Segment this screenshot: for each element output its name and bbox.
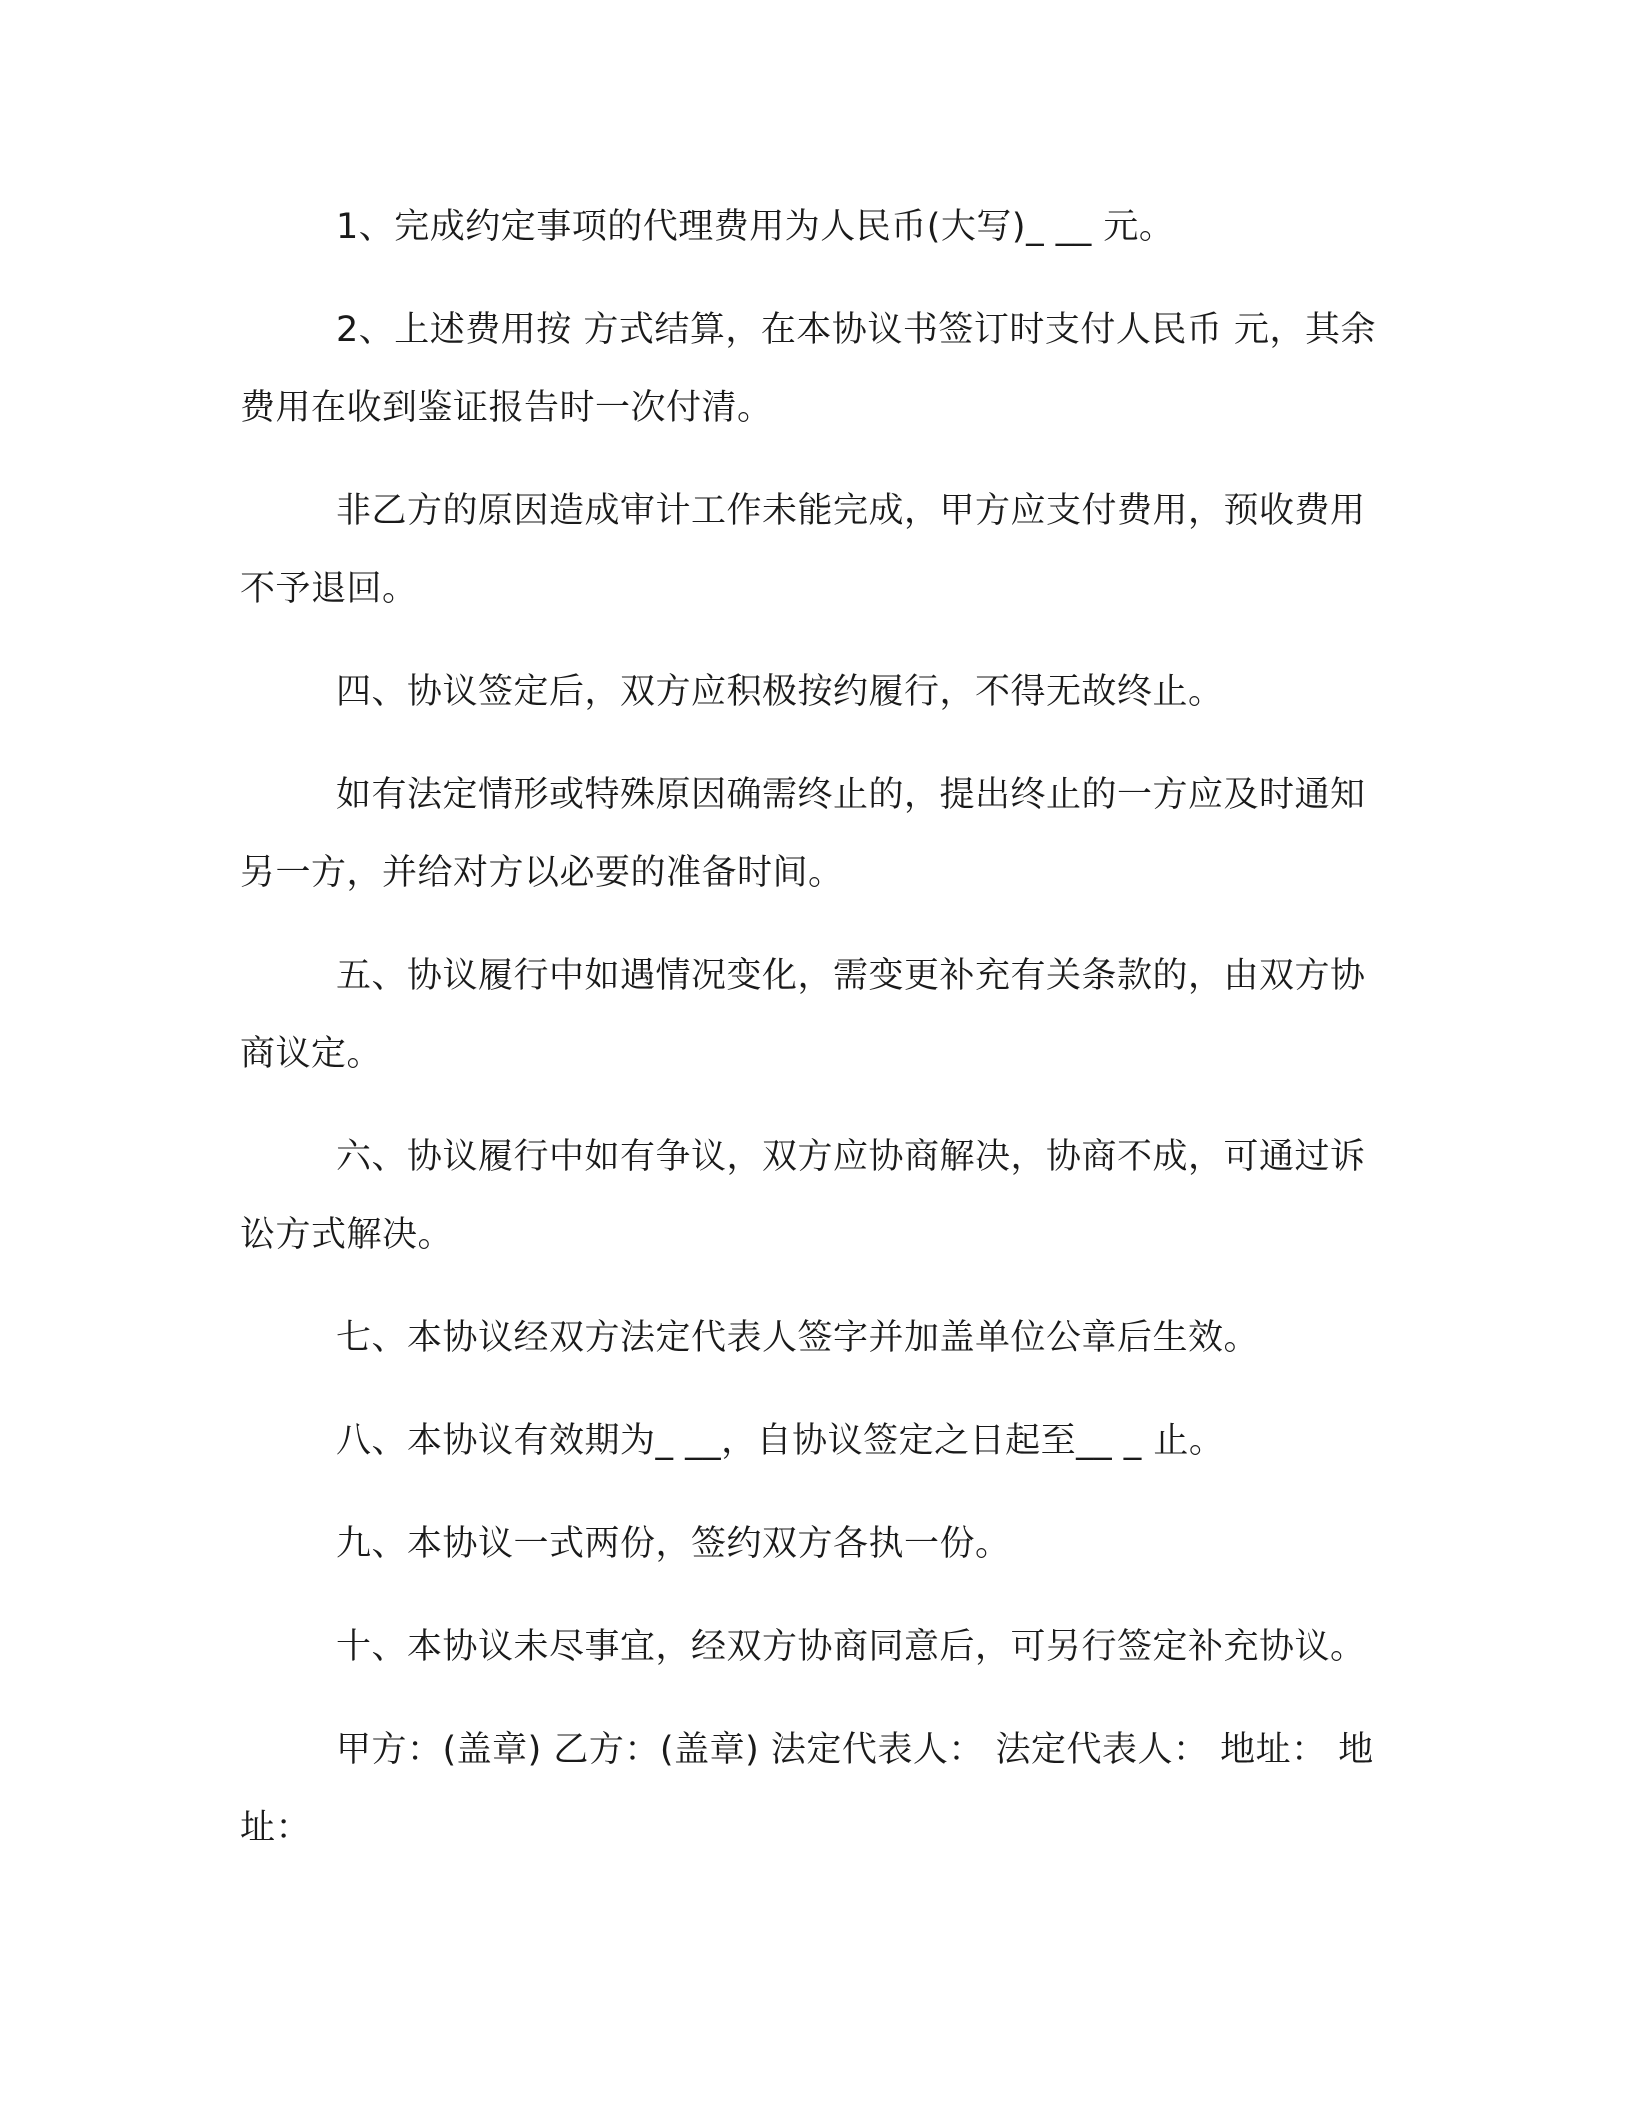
- signature-block: 甲方：(盖章) 乙方：(盖章) 法定代表人： 法定代表人： 地址： 地址：: [240, 1730, 1374, 1848]
- clause-termination-notice: 如有法定情形或特殊原因确需终止的，提出终止的一方应及时通知另一方，并给对方以必要的准备时间。: [240, 775, 1366, 893]
- clause-five: 五、协议履行中如遇情况变化，需变更补充有关条款的，由双方协商议定。: [240, 956, 1366, 1074]
- clause-non-refund: 非乙方的原因造成审计工作未能完成，甲方应支付费用，预收费用不予退回。: [240, 491, 1366, 609]
- clause-seven: 七、本协议经双方法定代表人签字并加盖单位公章后生效。: [336, 1318, 1260, 1358]
- clause-four: 四、协议签定后，双方应积极按约履行，不得无故终止。: [336, 672, 1224, 712]
- clause-eight: 八、本协议有效期为_ __，自协议签定之日起至__ _ 止。: [336, 1421, 1225, 1461]
- clause-ten: 十、本协议未尽事宜，经双方协商同意后，可另行签定补充协议。: [336, 1627, 1366, 1667]
- clause-settlement: 2、上述费用按 方式结算，在本协议书签订时支付人民币 元，其余费用在收到鉴证报告时一次付清。: [240, 310, 1377, 428]
- clause-fee-amount: 1、完成约定事项的代理费用为人民币(大写)_ __ 元。: [336, 207, 1175, 247]
- clause-nine: 九、本协议一式两份，签约双方各执一份。: [336, 1524, 1011, 1564]
- clause-six: 六、协议履行中如有争议，双方应协商解决，协商不成，可通过诉讼方式解决。: [240, 1137, 1366, 1255]
